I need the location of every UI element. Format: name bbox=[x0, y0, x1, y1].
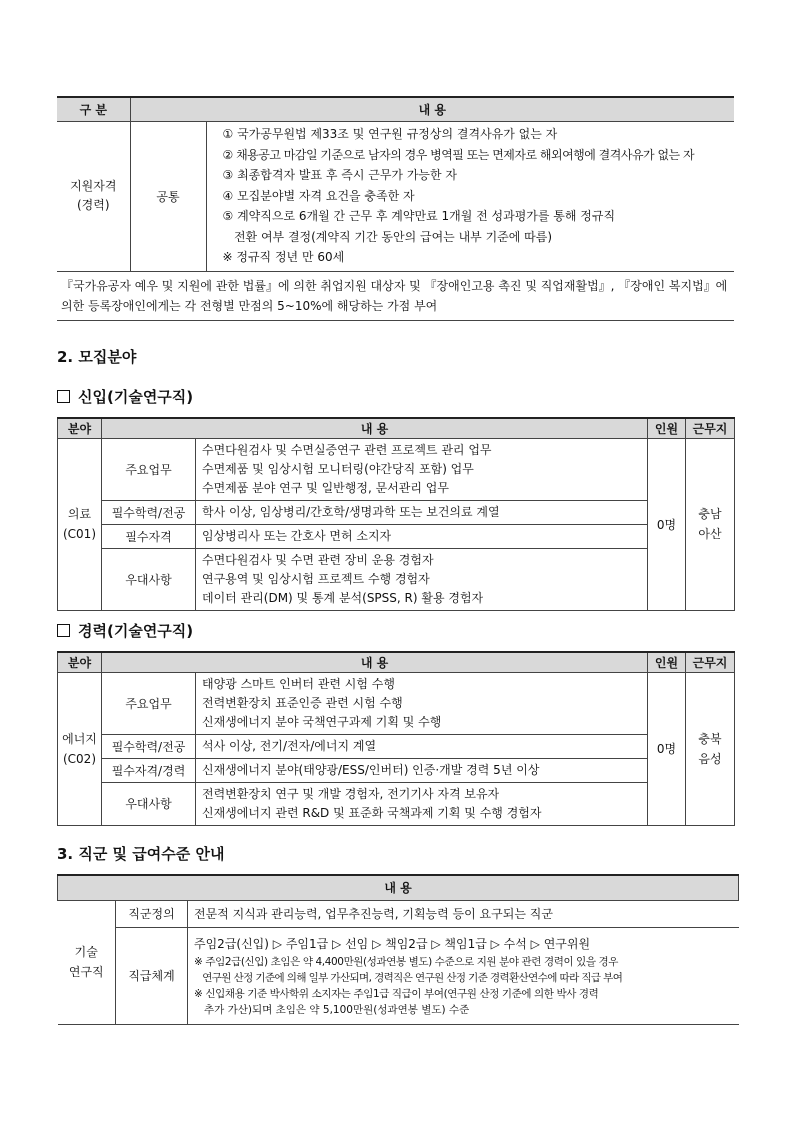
content-line: 신재생에너지 관련 R&D 및 표준화 국책과제 기획 및 수행 경험자 bbox=[202, 805, 542, 820]
content-education bbox=[196, 734, 648, 758]
content-line: 수면다원검사 및 수면실증연구 관련 프로젝트 관리 업무 bbox=[202, 442, 492, 457]
eligibility-table bbox=[57, 96, 734, 321]
subsection-career-title bbox=[57, 620, 193, 641]
col-content: 내 용 bbox=[130, 97, 734, 121]
label-license: 필수자격 bbox=[102, 524, 196, 548]
recruit-career-table bbox=[57, 651, 735, 826]
content-duties bbox=[196, 438, 648, 500]
content-duties bbox=[196, 672, 648, 734]
content-line: 데이터 관리(DM) 및 통계 분석(SPSS, R) 활용 경험자 bbox=[202, 590, 484, 605]
recruit-new-table bbox=[57, 417, 735, 611]
label-duties: 주요업무 bbox=[102, 438, 196, 500]
header-count: 인원 bbox=[648, 652, 686, 672]
salary-header: 내 용 bbox=[58, 875, 739, 900]
rank-content bbox=[188, 927, 739, 1024]
eligibility-item: ③ 최종합격자 발표 후 즉시 근무가 가능한 자 bbox=[222, 168, 458, 183]
header-location: 근무지 bbox=[686, 652, 735, 672]
content-line: 수면제품 분야 연구 및 일반행정, 문서관리 업무 bbox=[202, 480, 449, 495]
square-bullet-icon bbox=[57, 624, 70, 637]
label-education: 필수학력/전공 bbox=[102, 500, 196, 524]
rank-line: 주임2급(신입) ▷ 주임1급 ▷ 선임 ▷ 책임2급 ▷ 책임1급 ▷ 수석 ▷ 연구위원 bbox=[194, 936, 591, 951]
location-new: 충남 아산 bbox=[686, 438, 735, 610]
content-line: 임상병리사 또는 간호사 면허 소지자 bbox=[202, 528, 392, 543]
bonus-note: 『국가유공자 예우 및 지원에 관한 법률』에 의한 취업지원 대상자 및 『장애인고용 촉진 및 직업재활법』, 『장애인 복지법』에 의한 등록장애인에게는 각 전형별 만점의 5~10%에 해당하는 가점 부여 bbox=[57, 271, 734, 320]
content-experience bbox=[196, 758, 648, 782]
count-new: 0명 bbox=[648, 438, 686, 610]
rank-note: ※ 신입채용 기준 박사학위 소지자는 주임1급 직급이 부여(연구원 산정 기준에 의한 박사 경력 bbox=[194, 987, 599, 1000]
header-count: 인원 bbox=[648, 418, 686, 438]
subsection-career-label: 경력(기술연구직) bbox=[78, 622, 194, 640]
content-education bbox=[196, 500, 648, 524]
rank-note: 추가 가산)되며 초임은 약 5,100만원(성과연봉 별도) 수준 bbox=[194, 1003, 470, 1016]
label-education: 필수학력/전공 bbox=[102, 734, 196, 758]
label-duties: 주요업무 bbox=[102, 672, 196, 734]
content-line: 학사 이상, 임상병리/간호학/생명과학 또는 보건의료 계열 bbox=[202, 504, 500, 519]
content-line: 태양광 스마트 인버터 관련 시험 수행 bbox=[202, 676, 395, 691]
header-content: 내 용 bbox=[102, 652, 648, 672]
eligibility-list bbox=[206, 121, 734, 271]
content-preferred bbox=[196, 782, 648, 825]
rank-label: 직급체계 bbox=[116, 927, 188, 1024]
content-line: 수면다원검사 및 수면 관련 장비 운용 경험자 bbox=[202, 552, 434, 567]
def-text: 전문적 지식과 관리능력, 업무추진능력, 기획능력 등이 요구되는 직군 bbox=[188, 900, 739, 927]
eligibility-item: 전환 여부 결정(계약직 기간 동안의 급여는 내부 기준에 따름) bbox=[222, 229, 553, 244]
eligibility-item: ※ 정규직 정년 만 60세 bbox=[222, 250, 345, 265]
header-field: 분야 bbox=[58, 418, 102, 438]
subsection-new-label: 신입(기술연구직) bbox=[78, 388, 194, 406]
content-line: 연구용역 및 임상시험 프로젝트 수행 경험자 bbox=[202, 571, 430, 586]
label-preferred: 우대사항 bbox=[102, 782, 196, 825]
subsection-new-title bbox=[57, 386, 193, 407]
content-line: 신재생에너지 분야(태양광/ESS/인버터) 인증·개발 경력 5년 이상 bbox=[202, 762, 540, 777]
square-bullet-icon bbox=[57, 390, 70, 403]
eligibility-item: ⑤ 계약직으로 6개월 간 근무 후 계약만료 1개월 전 성과평가를 통해 정규직 bbox=[222, 209, 616, 224]
label-experience: 필수자격/경력 bbox=[102, 758, 196, 782]
content-line: 수면제품 및 임상시험 모니터링(야간당직 포함) 업무 bbox=[202, 461, 474, 476]
header-location: 근무지 bbox=[686, 418, 735, 438]
content-preferred bbox=[196, 548, 648, 610]
eligibility-item: ① 국가공무원법 제33조 및 연구원 규정상의 결격사유가 없는 자 bbox=[222, 127, 558, 142]
section2-title: 2. 모집분야 bbox=[57, 348, 137, 366]
col-gubun: 구 분 bbox=[57, 97, 130, 121]
content-line: 석사 이상, 전기/전자/에너지 계열 bbox=[202, 738, 377, 753]
def-label: 직군정의 bbox=[116, 900, 188, 927]
rank-note: 연구원 산정 기준에 의해 일부 가산되며, 경력직은 연구원 산정 기준 경력환산연수에 따라 직급 부여 bbox=[194, 971, 623, 984]
field-energy: 에너지 (C02) bbox=[58, 672, 102, 825]
job-group: 기술 연구직 bbox=[58, 900, 116, 1024]
content-license bbox=[196, 524, 648, 548]
content-line: 신재생에너지 분야 국책연구과제 기획 및 수행 bbox=[202, 714, 442, 729]
header-content: 내 용 bbox=[102, 418, 648, 438]
label-preferred: 우대사항 bbox=[102, 548, 196, 610]
count-career: 0명 bbox=[648, 672, 686, 825]
content-line: 전력변환장치 연구 및 개발 경험자, 전기기사 자격 보유자 bbox=[202, 786, 500, 801]
content-line: 전력변환장치 표준인증 관련 시험 수행 bbox=[202, 695, 403, 710]
header-field: 분야 bbox=[58, 652, 102, 672]
row-sub-common: 공통 bbox=[130, 121, 206, 271]
rank-note: ※ 주임2급(신입) 초임은 약 4,400만원(성과연봉 별도) 수준으로 지원 분야 관련 경력이 있을 경우 bbox=[194, 955, 619, 968]
eligibility-item: ④ 모집분야별 자격 요건을 충족한 자 bbox=[222, 188, 415, 203]
field-medical: 의료 (C01) bbox=[58, 438, 102, 610]
location-career: 충북 음성 bbox=[686, 672, 735, 825]
salary-table bbox=[57, 874, 739, 1025]
section3-title: 3. 직군 및 급여수준 안내 bbox=[57, 845, 225, 863]
row-label-eligibility: 지원자격 (경력) bbox=[57, 121, 130, 271]
eligibility-item: ② 채용공고 마감일 기준으로 남자의 경우 병역필 또는 면제자로 해외여행에 결격사유가 없는 자 bbox=[222, 147, 695, 162]
